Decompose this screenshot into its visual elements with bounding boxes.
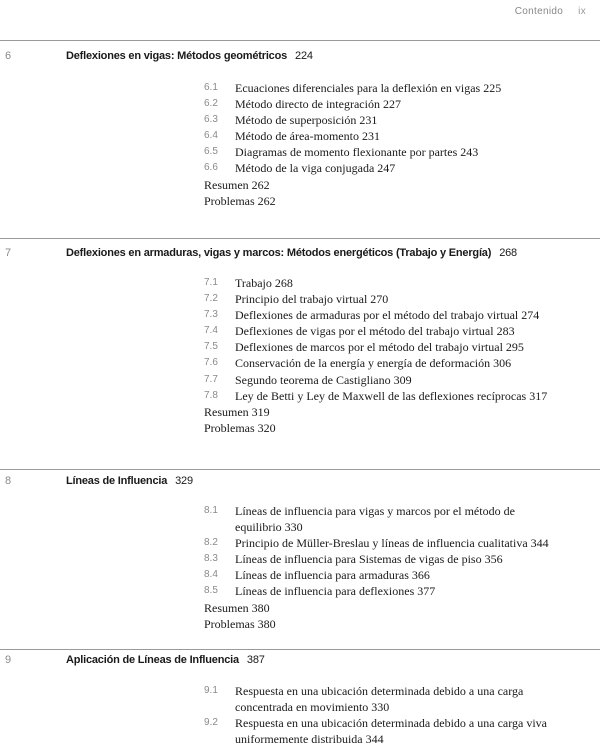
section-number: 9.1 [204, 685, 218, 696]
section-item[interactable] [204, 339, 594, 355]
section-number: 7.2 [204, 293, 218, 305]
section-number: 6.6 [204, 162, 218, 174]
section-number: 8.4 [204, 569, 218, 581]
chapter-9-rule [0, 649, 600, 650]
section-text: Diagramas de momento flexionante por partes 243 [235, 145, 479, 160]
chapter-title [66, 49, 313, 63]
chapter-title-text: Deflexiones en armaduras, vigas y marcos: Métodos energéticos (Trabajo y Energía) [66, 247, 492, 259]
section-text: Ley de Betti y Ley de Maxwell de las deflexiones recíprocas 317 [235, 388, 548, 403]
running-head-page-number: ix [578, 6, 586, 17]
section-number: 6.4 [204, 130, 218, 142]
section-number: 6.3 [204, 114, 218, 126]
section-item[interactable] [204, 567, 594, 583]
section-number: 8.5 [204, 585, 218, 597]
section-item[interactable] [204, 96, 594, 112]
section-item[interactable] [204, 80, 594, 96]
section-text: Principio del trabajo virtual 270 [235, 292, 389, 307]
chapter-page: 224 [295, 50, 313, 62]
section-number: 6.1 [204, 82, 218, 93]
section-text: Respuesta en una ubicación determinada debido a una carga concentrada en movimiento 330 [235, 684, 524, 715]
chapter-8-heading[interactable] [0, 474, 600, 488]
chapter-7-section-list [204, 275, 594, 436]
section-item[interactable] [204, 355, 594, 371]
section-item[interactable] [204, 683, 594, 715]
chapter-9-section-list [204, 683, 594, 747]
section-text: Método de superposición 231 [235, 113, 378, 128]
section-number: 7.3 [204, 309, 218, 321]
section-item[interactable] [204, 160, 594, 176]
problems-entry[interactable]: Problemas 262 [204, 193, 276, 208]
chapter-title-text: Aplicación de Líneas de Influencia [66, 654, 239, 666]
section-number: 6.5 [204, 146, 218, 158]
section-text: Método directo de integración 227 [235, 97, 401, 112]
section-number: 7.7 [204, 373, 218, 385]
section-text: Respuesta en una ubicación determinada debido a una carga viva uniformemente distribuida 344 [235, 716, 547, 747]
section-text: Deflexiones de marcos por el método del trabajo virtual 295 [235, 340, 524, 355]
section-item[interactable] [204, 535, 594, 551]
section-item[interactable] [204, 144, 594, 160]
section-text: Ecuaciones diferenciales para la deflexión en vigas 225 [235, 81, 502, 95]
chapter-page: 387 [246, 654, 265, 666]
chapter-title-text: Deflexiones en vigas: Métodos geométricos [66, 50, 288, 62]
section-item[interactable] [204, 275, 594, 291]
chapter-title-text: Líneas de Influencia [66, 475, 168, 487]
problems-entry[interactable]: Problemas 320 [204, 420, 276, 435]
chapter-page: 329 [175, 475, 193, 487]
chapter-8-rule [0, 469, 600, 470]
section-number: 7.4 [204, 325, 218, 337]
section-text: Segundo teorema de Castigliano 309 [235, 372, 412, 387]
section-text: Principio de Müller-Breslau y líneas de influencia cualitativa 344 [235, 536, 549, 551]
section-text: Deflexiones de armaduras por el método del trabajo virtual 274 [235, 308, 540, 323]
chapter-number: 9 [5, 654, 12, 666]
section-item[interactable] [204, 583, 594, 599]
section-number: 8.3 [204, 553, 218, 565]
chapter-number: 7 [5, 247, 12, 259]
section-number: 6.2 [204, 98, 218, 110]
summary-entry[interactable]: Resumen 319 [204, 404, 270, 419]
section-text: Método de la viga conjugada 247 [235, 161, 396, 176]
section-text: Deflexiones de vigas por el método del trabajo virtual 283 [235, 324, 515, 339]
section-item[interactable] [204, 372, 594, 388]
section-item[interactable] [204, 112, 594, 128]
chapter-title [66, 246, 517, 260]
section-number: 8.2 [204, 537, 218, 549]
chapter-number: 6 [5, 50, 12, 62]
section-text: Líneas de influencia para armaduras 366 [235, 568, 430, 583]
chapter-6-heading[interactable] [0, 49, 600, 63]
running-head-title: Contenido [514, 6, 564, 17]
section-item[interactable] [204, 715, 594, 747]
section-item[interactable] [204, 291, 594, 307]
section-text: Líneas de influencia para Sistemas de vigas de piso 356 [235, 552, 503, 567]
chapter-title [66, 474, 193, 488]
section-number: 7.1 [204, 277, 218, 288]
chapter-7-heading[interactable] [0, 246, 600, 260]
chapter-title [66, 653, 265, 667]
section-text: Método de área-momento 231 [235, 129, 380, 144]
chapter-6-section-list [204, 80, 594, 209]
summary-entry[interactable]: Resumen 380 [204, 600, 270, 615]
section-item[interactable] [204, 128, 594, 144]
section-number: 7.8 [204, 389, 218, 401]
section-text: Líneas de influencia para vigas y marcos por el método de equilibrio 330 [235, 504, 515, 535]
chapter-6-rule [0, 40, 600, 41]
section-number: 7.6 [204, 357, 218, 369]
chapter-8-section-list [204, 503, 594, 632]
section-number: 7.5 [204, 341, 218, 353]
section-item[interactable] [204, 307, 594, 323]
section-number: 9.2 [204, 717, 218, 729]
chapter-7-rule [0, 238, 600, 239]
section-number: 8.1 [204, 505, 218, 516]
section-item[interactable] [204, 551, 594, 567]
section-text: Conservación de la energía y energía de deformación 306 [235, 356, 512, 371]
chapter-number: 8 [5, 475, 12, 487]
summary-entry[interactable]: Resumen 262 [204, 177, 270, 192]
chapter-page: 268 [499, 247, 517, 259]
problems-entry[interactable]: Problemas 380 [204, 616, 276, 631]
section-item[interactable] [204, 503, 594, 535]
section-item[interactable] [204, 388, 594, 404]
chapter-9-heading[interactable] [0, 653, 600, 667]
section-text: Líneas de influencia para deflexiones 377 [235, 584, 436, 599]
section-text: Trabajo 268 [235, 276, 293, 290]
section-item[interactable] [204, 323, 594, 339]
running-head [515, 6, 586, 17]
